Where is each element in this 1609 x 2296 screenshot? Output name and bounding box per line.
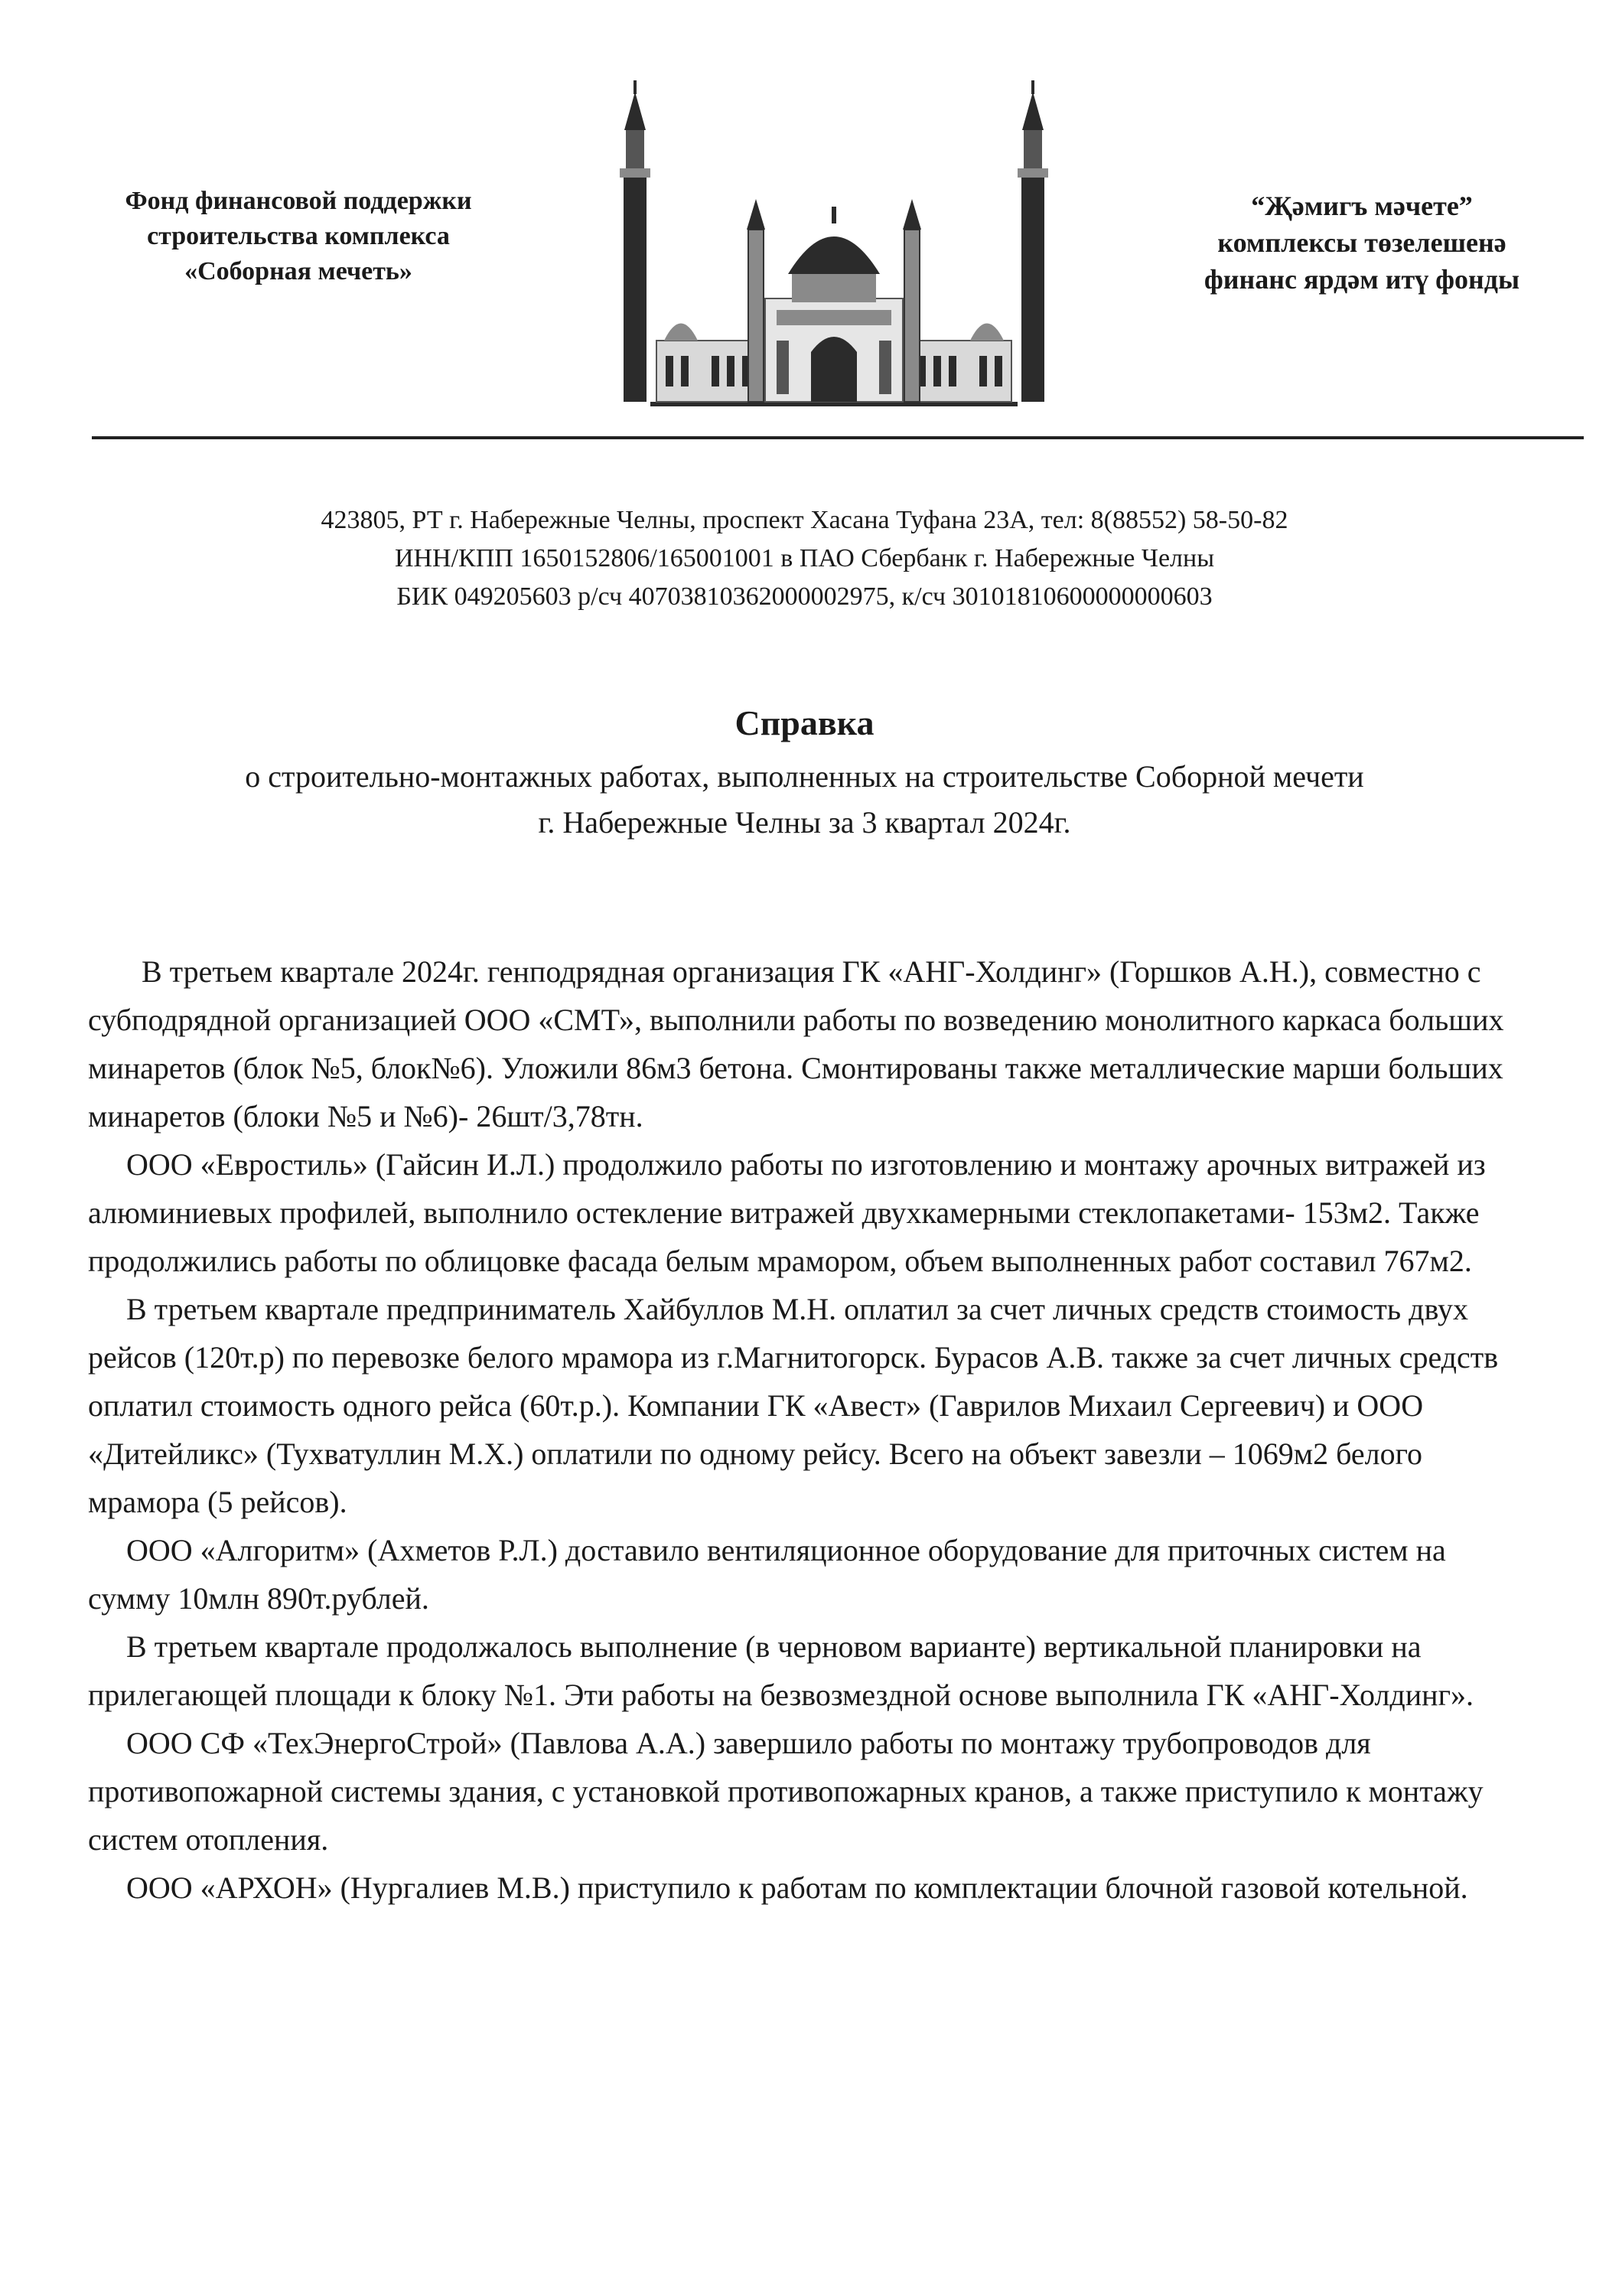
address-block bbox=[0, 501, 1609, 616]
subtitle-line-1: о строительно-монтажных работах, выполненных на строительстве Соборной мечети bbox=[245, 759, 1364, 794]
header-divider bbox=[92, 436, 1584, 439]
paragraph-boiler-house: ООО «АРХОН» (Нургалиев М.В.) приступило к работам по комплектации блочной газовой котельной. bbox=[126, 1870, 1468, 1905]
paragraph-eurostyle: ООО «Евростиль» (Гайсин И.Л.) продолжило работы по изготовлению и монтажу арочных витражей из алюминиевых профилей, выполнило остекление витражей двухкамерными стеклопакетами- 153м2. Также продолжились работы по облицовке фасада белым мрамором, объем выполненных работ составил 767м2. bbox=[88, 1147, 1486, 1278]
document-title: Справка bbox=[734, 703, 875, 742]
fund-name-line-3: «Соборная мечеть» bbox=[184, 257, 412, 285]
paragraph-fire-system: ООО СФ «ТехЭнергоСтрой» (Павлова А.А.) завершило работы по монтажу трубопроводов для противопожарной системы здания, с установкой противопожарных кранов, а также приступило к монтажу систем отопления. bbox=[88, 1726, 1484, 1857]
fund-name-tatar-line-1: “Җәмигъ мәчете” bbox=[1251, 191, 1473, 221]
fund-name-line-2: строительства комплекса bbox=[147, 222, 450, 250]
address-line: 423805, РТ г. Набережные Челны, проспект Хасана Туфана 23А, тел: 8(88552) 58-50-82 bbox=[321, 506, 1288, 534]
paragraph-ventilation: ООО «Алгоритм» (Ахметов Р.Л.) доставило вентиляционное оборудование для приточных систем на сумму 10млн 890т.рублей. bbox=[88, 1533, 1446, 1616]
fund-name-russian bbox=[61, 184, 536, 289]
document-body bbox=[88, 947, 1534, 1912]
paragraph-marble-delivery: В третьем квартале предприниматель Хайбуллов М.Н. оплатил за счет личных средств стоимость двух рейсов (120т.р) по перевозке белого мрамора из г.Магнитогорск. Бурасов А.В. также за счет личных средств оплатил стоимость одного рейса (60т.р.). Компании ГК «Авест» (Гаврилов Михаил Сергеевич) и ООО «Дитейликс» (Тухватуллин М.Х.) оплатили по одному рейсу. Всего на объект завезли – 1069м2 белого мрамора (5 рейсов). bbox=[88, 1292, 1499, 1519]
mosque-logo bbox=[604, 77, 1063, 413]
fund-name-line-1: Фонд финансовой поддержки bbox=[125, 187, 472, 215]
subtitle-line-2: г. Набережные Челны за 3 квартал 2024г. bbox=[538, 805, 1071, 840]
fund-name-tatar-line-2: комплексы төзелешенә bbox=[1217, 227, 1506, 258]
paragraph-site-planning: В третьем квартале продолжалось выполнение (в черновом варианте) вертикальной планировки на прилегающей площади к блоку №1. Эти работы на безвозмездной основе выполнила ГК «АНГ-Холдинг». bbox=[88, 1629, 1474, 1712]
tax-bank-line: ИНН/КПП 1650152806/165001001 в ПАО Сбербанк г. Набережные Челны bbox=[394, 544, 1215, 572]
fund-name-tatar-line-3: финанс ярдәм итү фонды bbox=[1203, 264, 1520, 295]
bank-account-line: БИК 049205603 р/сч 40703810362000002975, к/сч 30101810600000000603 bbox=[396, 582, 1213, 611]
document-subtitle bbox=[0, 754, 1609, 846]
fund-name-tatar bbox=[1148, 188, 1576, 298]
paragraph-general-contractor: В третьем квартале 2024г. генподрядная организация ГК «АНГ-Холдинг» (Горшков А.Н.), совместно с субподрядной организацией ООО «СМТ», выполнили работы по возведению монолитного каркаса больших минаретов (блок №5, блок№6). Уложили 86м3 бетона. Смонтированы также металлические марши больших минаретов (блоки №5 и №6)- 26шт/3,78тн. bbox=[88, 954, 1504, 1133]
